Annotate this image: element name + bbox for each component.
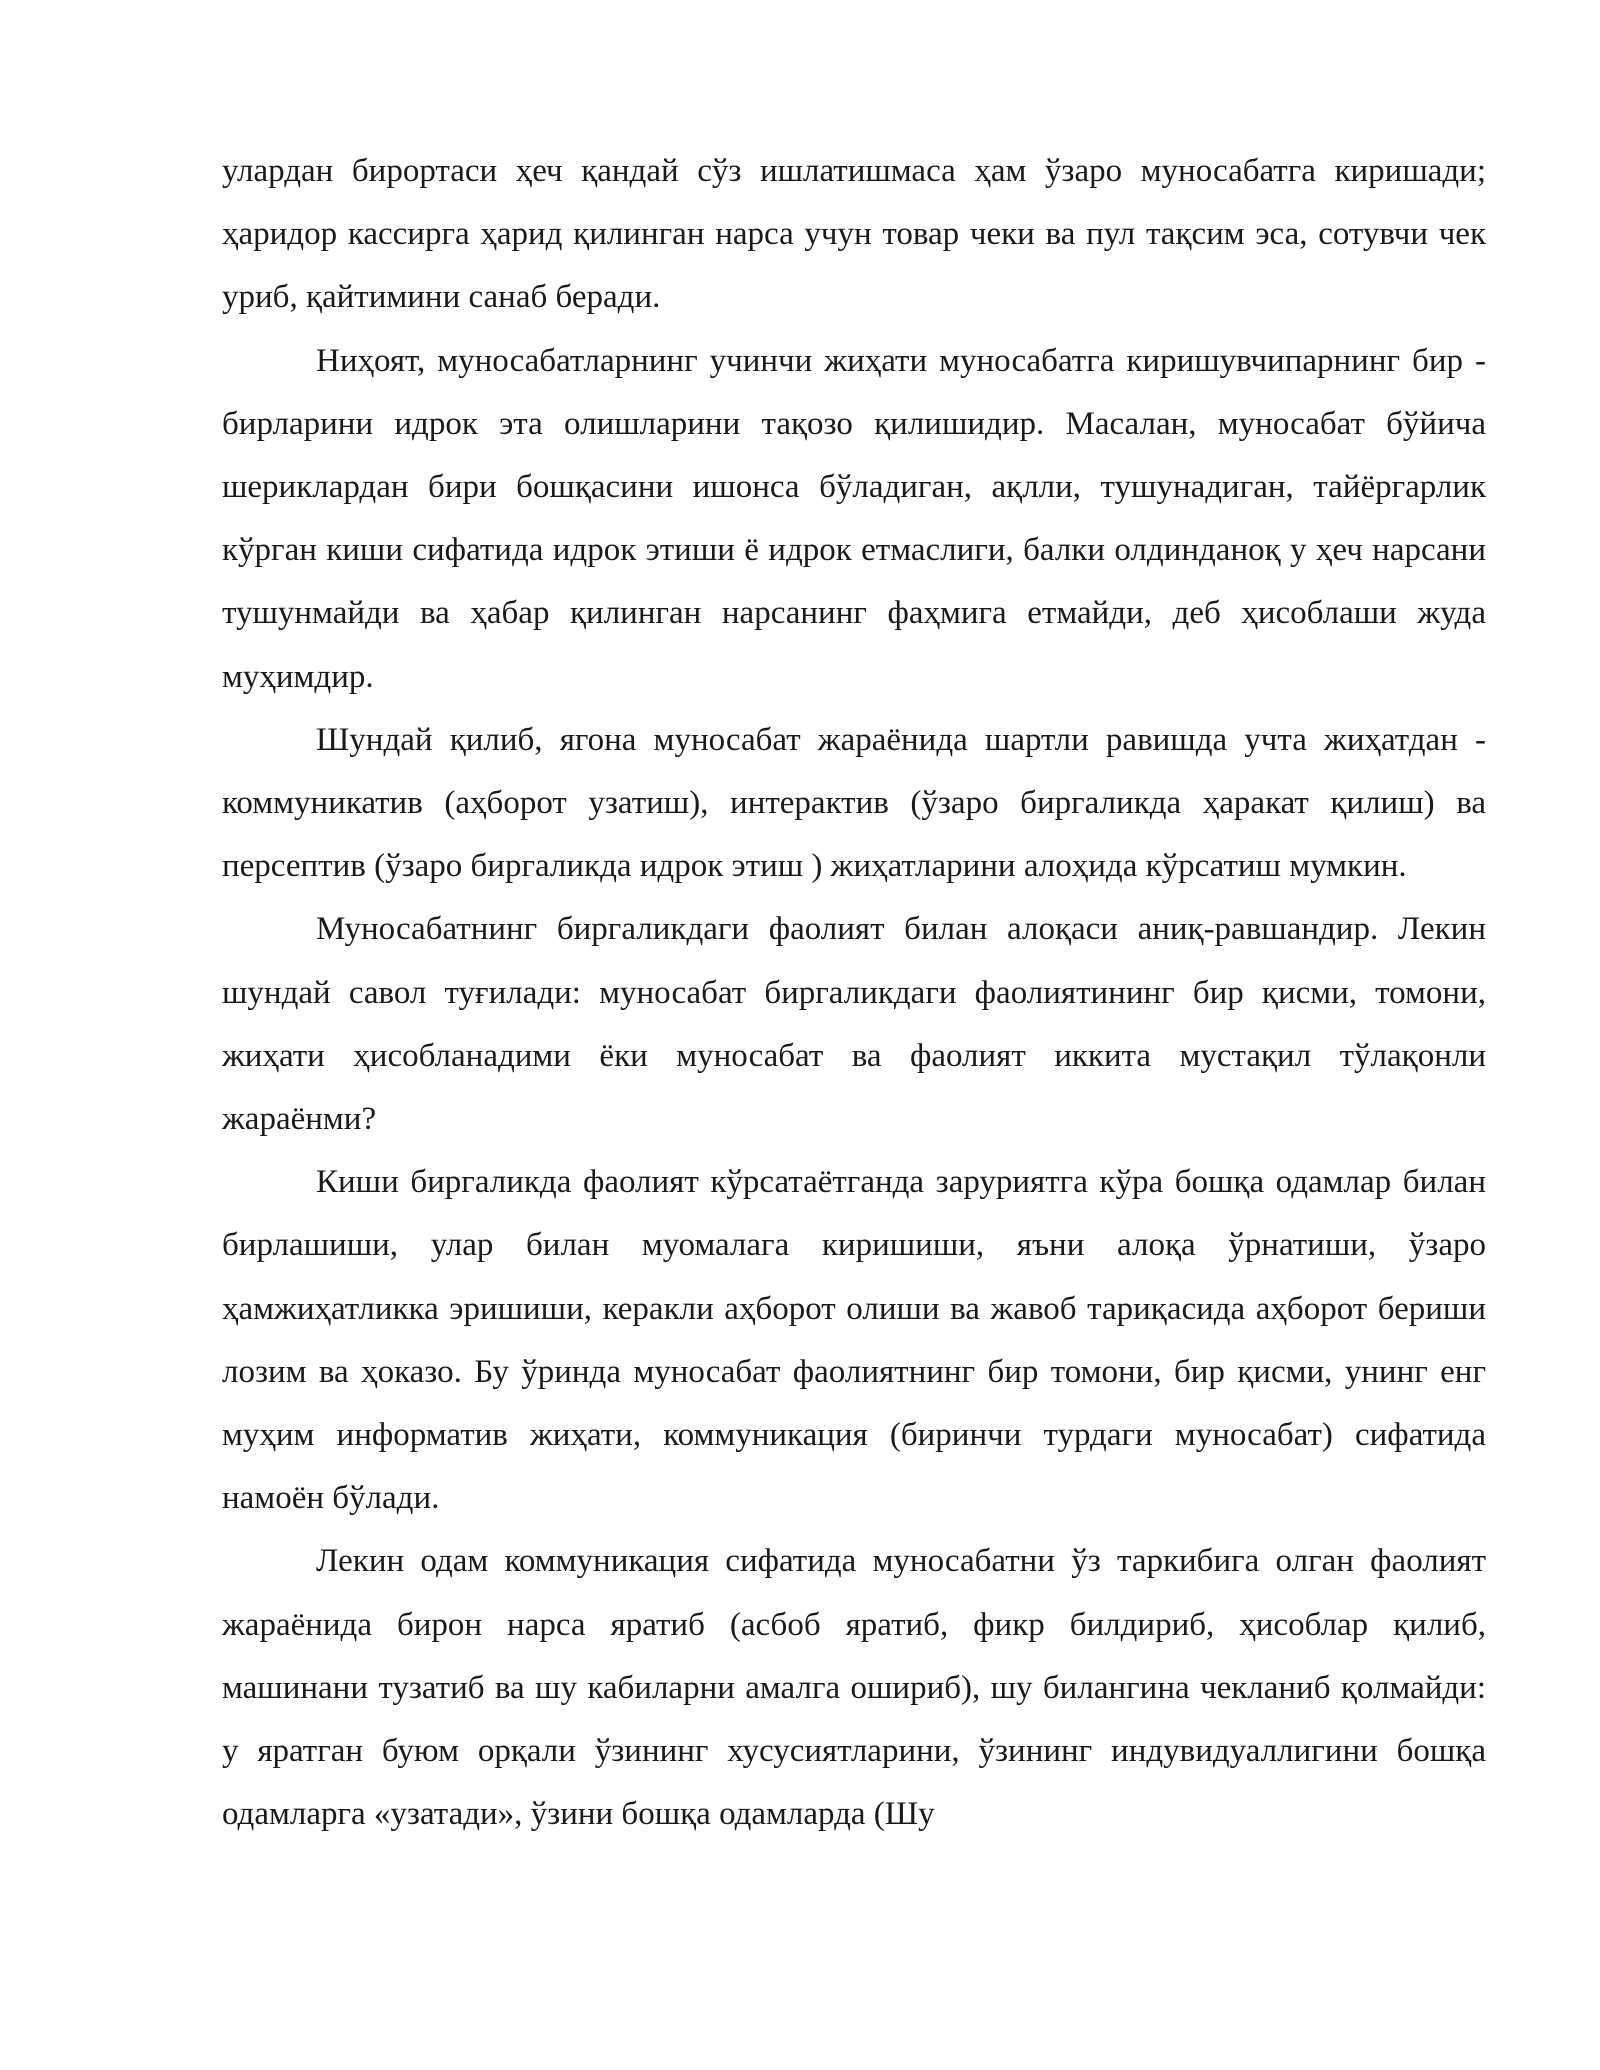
paragraph: Шундай қилиб, ягона муносабат жараёнида шартли равишда учта жиҳатдан - коммуникатив (аҳборот узатиш), интерактив (ўзаро биргаликда ҳаракат қилиш) ва персептив (ўзаро биргаликда идрок этиш ) жиҳатларини алоҳида кўрсатиш мумкин. (222, 721, 1486, 885)
paragraph: Киши биргаликда фаолият кўрсатаётганда заруриятга кўра бошқа одамлар билан бирлашиши, улар билан муомалага киришиши, яъни алоқа ўрнатиши, ўзаро ҳамжиҳатликка эришиши, керакли аҳборот олиши ва жавоб тариқасида аҳборот бериши лозим ва ҳоказо. Бу ўринда муносабат фаолиятнинг бир томони, бир қисми, унинг енг муҳим информатив жиҳати, коммуникация (биринчи турдаги муносабат) сифатида намоён бўлади. (222, 1164, 1486, 1517)
paragraph: Лекин одам коммуникация сифатида муносабатни ўз таркибига олган фаолият жараёнида бирон нарса яратиб (асбоб яратиб, фикр билдириб, ҳисоблар қилиб, машинани тузатиб ва шу кабиларни амалга ошириб), шу билангина чекланиб қолмайди: у яратган буюм орқали ўзининг хусусиятларини, ўзининг индувидуаллигини бошқа одамларга «узатади», ўзини бошқа одамларда (Шу (222, 1543, 1486, 1833)
paragraph: улардан бирортаси ҳеч қандай сўз ишлатишмаса ҳам ўзаро муносабатга киришади; ҳаридор кассирга ҳарид қилинган нарса учун товар чеки ва пул тақсим эса, сотувчи чек уриб, қайтимини санаб беради. (222, 153, 1486, 316)
body-text (222, 140, 1486, 1846)
paragraph: Ниҳоят, муносабатларнинг учинчи жиҳати муносабатга киришувчипарнинг бир - бирларини идрок эта олишларини тақозо қилишидир. Масалан, муносабат бўйича шериклардан бири бошқасини ишонса бўладиган, ақлли, тушунадиган, тайёргарлик кўрган киши сифатида идрок этиши ё идрок етмаслиги, балки олдинданоқ у ҳеч нарсани тушунмайди ва ҳабар қилинган нарсанинг фаҳмига етмайди, деб ҳисоблаши жуда муҳимдир. (222, 342, 1486, 695)
paragraph: Муносабатнинг биргаликдаги фаолият билан алоқаси аниқ-равшандир. Лекин шундай савол туғилади: муносабат биргаликдаги фаолиятининг бир қисми, томони, жиҳати ҳисобланадими ёки муносабат ва фаолият иккита мустақил тўлақонли жараёнми? (222, 911, 1486, 1138)
